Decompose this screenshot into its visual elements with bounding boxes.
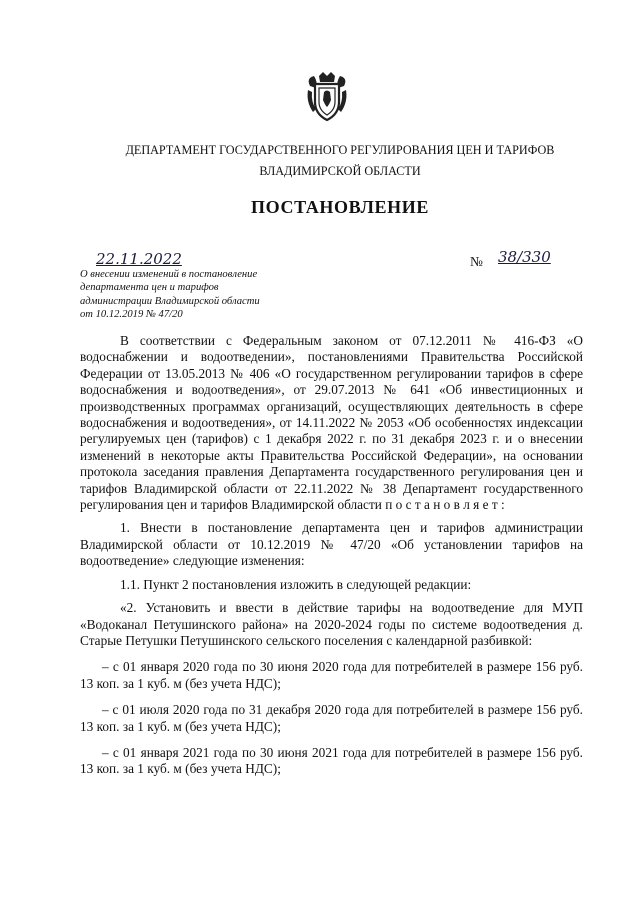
subject-line: департамента цен и тарифов: [80, 282, 219, 294]
tariff-period-item: – с 01 января 2020 года по 30 июня 2020 года для потребителей в размере 156 руб. 13 коп. за 1 куб. м (без учета НДС);: [80, 659, 583, 691]
department-name-line2: ВЛАДИМИРСКОЙ ОБЛАСТИ: [259, 164, 421, 178]
document-body: [80, 333, 583, 778]
document-number: 38/330: [498, 248, 551, 266]
coat-of-arms-icon: [304, 72, 350, 122]
number-label: №: [470, 254, 483, 269]
item-1-1-paragraph: 1.1. Пункт 2 постановления изложить в следующей редакции:: [120, 576, 472, 592]
subject-line: администрации Владимирской области: [80, 295, 260, 307]
preamble-paragraph: В соответствии с Федеральным законом от 07.12.2011 № 416-ФЗ «О водоснабжении и водоотведении», постановлениями Правительства Российской Федерации от 13.05.2013 № 406 «О государственном регулировании тарифов в сфере водоснабжения и водоотведения», от 29.07.2013 № 641 «Об инвестиционных и производственных программах организаций, осуществляющих деятельность в сфере водоснабжения и водоотведения», от 14.11.2022 № 2053 «Об особенностях индексации регулируемых цен (тарифов) с 1 декабря 2022 г. по 31 декабря 2023 г. и о внесении изменений в некоторые акты Правительства Российской Федерации», на основании протокола заседания правления Департамента государственного регулирования цен и тарифов Владимирской области от 22.11.2022 № 38 Департамент государственного регулирования цен и тарифов Владимирской области п о с т а н о в л я е т :: [80, 333, 583, 513]
document-subject: [80, 268, 320, 322]
tariff-period-item: – с 01 января 2021 года по 30 июня 2021 года для потребителей в размере 156 руб. 13 коп. за 1 куб. м (без учета НДС);: [80, 744, 583, 777]
item-2-quote-paragraph: «2. Установить и ввести в действие тарифы на водоотведение для МУП «Водоканал Петушинского района» на 2020-2024 годы по системе водоотведения д. Старые Петушки Петушинского сельского поселения с календарной разбивкой:: [80, 600, 583, 648]
document-date: 22.11.2022: [96, 250, 182, 268]
document-type-title: ПОСТАНОВЛЕНИЕ: [251, 197, 429, 217]
tariff-period-item: – с 01 июля 2020 года по 31 декабря 2020 года для потребителей в размере 156 руб. 13 коп. за 1 куб. м (без учета НДС);: [80, 702, 583, 734]
department-name-line1: ДЕПАРТАМЕНТ ГОСУДАРСТВЕННОГО РЕГУЛИРОВАНИЯ ЦЕН И ТАРИФОВ: [125, 143, 555, 157]
subject-line: О внесении изменений в постановление: [80, 269, 258, 280]
subject-line: от 10.12.2019 № 47/20: [80, 309, 183, 321]
item-1-paragraph: 1. Внести в постановление департамента цен и тарифов администрации Владимирской области от 10.12.2019 № 47/20 «Об установлении тарифов на водоотведение» следующие изменения:: [80, 520, 583, 569]
